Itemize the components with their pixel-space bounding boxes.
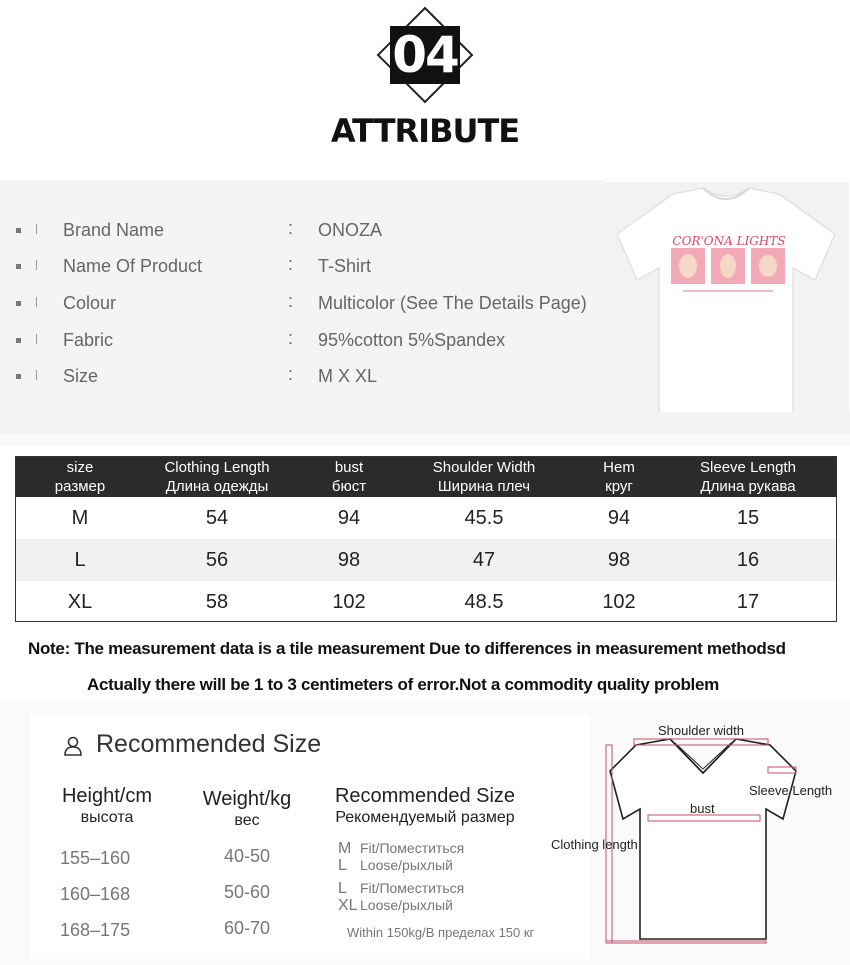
size-recommendation (338, 880, 464, 914)
note-line: Actually there will be 1 to 3 centimeters of error.Not a commodity quality problem (87, 675, 719, 694)
height-value: 168–175 (60, 920, 131, 940)
note-line: Note: The measurement data is a tile measurement Due to differences in measurement methodsd (28, 639, 786, 658)
table-cell: 102 (602, 591, 636, 613)
header-ru: Рекомендуемый размер (335, 809, 515, 826)
attribute-value: M X XL (318, 366, 378, 386)
table-cell: 15 (736, 507, 760, 529)
table-cell: 98 (607, 549, 631, 571)
column-header (560, 457, 678, 497)
column-header (408, 457, 560, 497)
attribute-colon: : (288, 291, 294, 311)
weight-value: 50-60 (224, 882, 271, 902)
header-ru: Длина одежды (165, 478, 269, 495)
attribute-row (0, 220, 605, 250)
table-cell: M (71, 507, 89, 529)
bust-label: bust (690, 801, 715, 816)
print-text: COR'ONA LIGHTS (672, 234, 786, 248)
weight-value: 40-50 (224, 846, 271, 866)
header-en: Clothing Length (164, 459, 270, 476)
attribute-key: Brand Name (63, 220, 165, 240)
attribute-value: 95%cotton 5%Spandex (318, 330, 506, 350)
header-en: Shoulder Width (432, 459, 536, 476)
header-ru: Длина рукава (700, 478, 796, 495)
attribute-row (0, 330, 605, 360)
table-cell: 16 (736, 549, 760, 571)
table-header (16, 457, 836, 497)
size-note: Within 150kg/В пределах 150 кг (347, 925, 535, 940)
attribute-key: Colour (63, 293, 117, 313)
weight-value: 60-70 (224, 918, 271, 938)
table-cell: 54 (205, 507, 229, 529)
table-cell: 94 (607, 507, 631, 529)
attribute-value: T-Shirt (318, 256, 372, 276)
table-cell: 48.5 (464, 591, 504, 613)
attribute-value: ONOZA (318, 220, 383, 240)
size-column-header (315, 785, 535, 829)
header-en: Recommended Size (334, 785, 516, 807)
loose-text: Loose/рыхлый (360, 897, 453, 913)
table-cell: XL (67, 591, 93, 613)
tshirt-icon (603, 182, 849, 422)
column-header (144, 457, 290, 497)
header-en: size (66, 459, 94, 476)
height-column-header (52, 785, 162, 829)
table-cell: L (74, 549, 86, 571)
size-letter: L (338, 857, 347, 874)
header-ru: бюст (331, 478, 367, 495)
divider-band (0, 412, 850, 434)
attribute-colon: : (288, 254, 294, 274)
size-letter: M (338, 840, 352, 857)
header-en: Height/cm (61, 785, 153, 807)
section-number: 04 (392, 26, 458, 84)
tick-icon (36, 224, 37, 234)
bullet-icon (16, 301, 21, 306)
attribute-key: Name Of Product (63, 256, 203, 276)
column-header (678, 457, 818, 497)
table-cell: 56 (205, 549, 229, 571)
column-header (16, 457, 144, 497)
attribute-key: Fabric (63, 330, 114, 350)
fit-text: Fit/Поместиться (360, 840, 465, 856)
tick-icon (36, 260, 37, 270)
shoulder-width-label: Shoulder width (658, 723, 744, 738)
page-title: ATTRIBUTE (330, 112, 520, 150)
attribute-value: Multicolor (See The Details Page) (318, 293, 587, 313)
fit-text: Fit/Поместиться (360, 880, 465, 896)
header-ru: размер (54, 478, 106, 495)
table-row (16, 581, 836, 623)
tick-icon (36, 370, 37, 380)
table-cell: 94 (337, 507, 361, 529)
table-cell: 58 (205, 591, 229, 613)
size-recommendation (338, 840, 464, 874)
attribute-row (0, 366, 605, 396)
header-en: Weight/kg (202, 788, 292, 810)
height-value: 160–168 (60, 884, 131, 904)
attribute-key: Size (63, 366, 99, 386)
measurement-diagram (548, 715, 848, 965)
table-cell: 17 (736, 591, 760, 613)
header-ru: круг (605, 478, 633, 495)
product-image (603, 182, 849, 422)
table-row (16, 539, 836, 581)
height-value: 155–160 (60, 848, 131, 868)
bullet-icon (16, 228, 21, 233)
attribute-panel (0, 180, 605, 412)
table-cell: 45.5 (464, 507, 504, 529)
size-letter: XL (338, 897, 358, 914)
section-badge (376, 6, 474, 104)
recommended-title: Recommended Size (96, 730, 322, 758)
divider-band (0, 434, 850, 446)
header-ru: высота (80, 809, 134, 826)
attribute-row (0, 293, 605, 323)
attribute-colon: : (288, 364, 294, 384)
table-cell: 98 (337, 549, 361, 571)
size-table (15, 456, 837, 622)
table-cell: 102 (332, 591, 366, 613)
header-ru: вес (234, 812, 260, 829)
attribute-row (0, 256, 605, 286)
weight-column-header (192, 788, 302, 832)
tick-icon (36, 334, 37, 344)
sleeve-length-label: Sleeve Length (749, 783, 833, 798)
attribute-colon: : (288, 218, 294, 238)
size-letter: L (338, 880, 347, 897)
column-header (290, 457, 408, 497)
header-ru: Ширина плеч (437, 478, 531, 495)
loose-text: Loose/рыхлый (360, 857, 453, 873)
tick-icon (36, 297, 37, 307)
header-en: Sleeve Length (700, 459, 796, 476)
header-en: bust (334, 459, 364, 476)
bullet-icon (16, 338, 21, 343)
attribute-colon: : (288, 328, 294, 348)
clothing-length-label: Clothing length (551, 837, 638, 852)
table-row (16, 497, 836, 539)
header-en: Hem (603, 459, 635, 476)
bullet-icon (16, 374, 21, 379)
person-icon (62, 735, 84, 757)
table-cell: 47 (472, 549, 496, 571)
bullet-icon (16, 264, 21, 269)
